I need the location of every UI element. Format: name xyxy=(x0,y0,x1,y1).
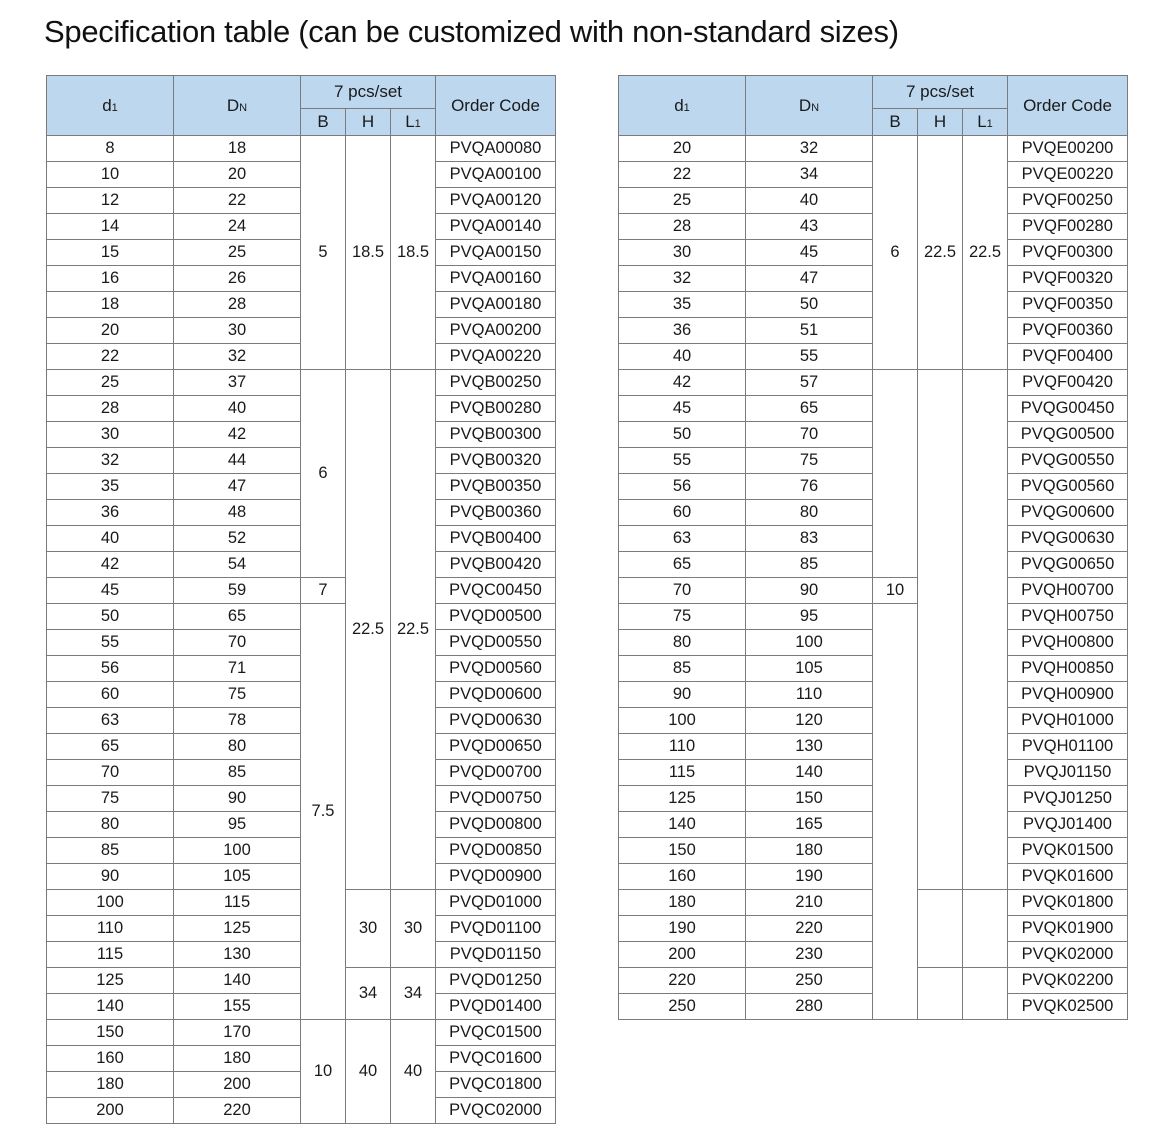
header-d1: d1 xyxy=(619,76,746,136)
cell-d1: 63 xyxy=(47,708,174,734)
cell-d1: 180 xyxy=(619,890,746,916)
cell-l1: 18.5 xyxy=(391,136,436,370)
cell-dn: 220 xyxy=(174,1098,301,1124)
cell-d1: 75 xyxy=(619,604,746,630)
cell-dn: 250 xyxy=(746,968,873,994)
cell-l1 xyxy=(963,968,1008,1020)
cell-order-code: PVQG00500 xyxy=(1008,422,1128,448)
cell-h xyxy=(918,968,963,1020)
header-b: B xyxy=(301,109,346,136)
cell-order-code: PVQA00200 xyxy=(436,318,556,344)
cell-dn: 45 xyxy=(746,240,873,266)
page-title: Specification table (can be customized with non-standard sizes) xyxy=(44,14,899,49)
cell-d1: 50 xyxy=(619,422,746,448)
cell-d1: 200 xyxy=(619,942,746,968)
cell-order-code: PVQB00360 xyxy=(436,500,556,526)
cell-d1: 115 xyxy=(619,760,746,786)
cell-order-code: PVQD00750 xyxy=(436,786,556,812)
cell-dn: 110 xyxy=(746,682,873,708)
cell-dn: 75 xyxy=(174,682,301,708)
cell-dn: 78 xyxy=(174,708,301,734)
cell-order-code: PVQD01150 xyxy=(436,942,556,968)
cell-dn: 57 xyxy=(746,370,873,396)
cell-d1: 160 xyxy=(619,864,746,890)
cell-dn: 59 xyxy=(174,578,301,604)
cell-order-code: PVQC01500 xyxy=(436,1020,556,1046)
cell-order-code: PVQK01500 xyxy=(1008,838,1128,864)
cell-dn: 80 xyxy=(746,500,873,526)
cell-d1: 90 xyxy=(47,864,174,890)
cell-b xyxy=(873,604,918,1020)
cell-d1: 125 xyxy=(47,968,174,994)
cell-d1: 55 xyxy=(47,630,174,656)
cell-h xyxy=(918,890,963,968)
cell-d1: 56 xyxy=(619,474,746,500)
header-l1: L1 xyxy=(391,109,436,136)
cell-dn: 90 xyxy=(746,578,873,604)
table-row xyxy=(47,136,556,162)
cell-order-code: PVQD00650 xyxy=(436,734,556,760)
cell-d1: 115 xyxy=(47,942,174,968)
cell-dn: 70 xyxy=(174,630,301,656)
cell-order-code: PVQG00560 xyxy=(1008,474,1128,500)
cell-dn: 85 xyxy=(746,552,873,578)
table-row xyxy=(619,370,1128,396)
cell-order-code: PVQD00600 xyxy=(436,682,556,708)
cell-order-code: PVQD01400 xyxy=(436,994,556,1020)
cell-order-code: PVQK02500 xyxy=(1008,994,1128,1020)
cell-order-code: PVQC02000 xyxy=(436,1098,556,1124)
cell-dn: 180 xyxy=(174,1046,301,1072)
cell-d1: 140 xyxy=(619,812,746,838)
cell-d1: 36 xyxy=(47,500,174,526)
cell-dn: 24 xyxy=(174,214,301,240)
cell-dn: 210 xyxy=(746,890,873,916)
cell-d1: 80 xyxy=(47,812,174,838)
cell-order-code: PVQB00320 xyxy=(436,448,556,474)
cell-order-code: PVQA00180 xyxy=(436,292,556,318)
cell-order-code: PVQE00220 xyxy=(1008,162,1128,188)
cell-d1: 42 xyxy=(619,370,746,396)
cell-d1: 40 xyxy=(47,526,174,552)
cell-d1: 63 xyxy=(619,526,746,552)
spec-table-left xyxy=(46,75,556,1124)
cell-d1: 12 xyxy=(47,188,174,214)
cell-d1: 22 xyxy=(47,344,174,370)
header-h: H xyxy=(346,109,391,136)
cell-d1: 70 xyxy=(47,760,174,786)
cell-d1: 190 xyxy=(619,916,746,942)
cell-d1: 110 xyxy=(47,916,174,942)
cell-d1: 100 xyxy=(619,708,746,734)
cell-d1: 220 xyxy=(619,968,746,994)
cell-d1: 56 xyxy=(47,656,174,682)
cell-dn: 180 xyxy=(746,838,873,864)
cell-dn: 34 xyxy=(746,162,873,188)
cell-d1: 18 xyxy=(47,292,174,318)
cell-order-code: PVQD00630 xyxy=(436,708,556,734)
cell-d1: 20 xyxy=(619,136,746,162)
cell-order-code: PVQD00500 xyxy=(436,604,556,630)
cell-order-code: PVQD00800 xyxy=(436,812,556,838)
cell-order-code: PVQB00250 xyxy=(436,370,556,396)
cell-d1: 65 xyxy=(47,734,174,760)
cell-order-code: PVQC01600 xyxy=(436,1046,556,1072)
cell-d1: 100 xyxy=(47,890,174,916)
cell-d1: 25 xyxy=(619,188,746,214)
cell-d1: 28 xyxy=(619,214,746,240)
cell-dn: 55 xyxy=(746,344,873,370)
cell-order-code: PVQJ01150 xyxy=(1008,760,1128,786)
cell-dn: 105 xyxy=(746,656,873,682)
cell-order-code: PVQA00220 xyxy=(436,344,556,370)
cell-d1: 8 xyxy=(47,136,174,162)
cell-dn: 52 xyxy=(174,526,301,552)
cell-order-code: PVQJ01400 xyxy=(1008,812,1128,838)
cell-dn: 65 xyxy=(174,604,301,630)
cell-dn: 75 xyxy=(746,448,873,474)
table-row xyxy=(619,136,1128,162)
header-group: 7 pcs/set xyxy=(301,76,436,109)
cell-order-code: PVQK01800 xyxy=(1008,890,1128,916)
cell-dn: 30 xyxy=(174,318,301,344)
cell-order-code: PVQF00350 xyxy=(1008,292,1128,318)
cell-order-code: PVQG00450 xyxy=(1008,396,1128,422)
cell-dn: 230 xyxy=(746,942,873,968)
cell-dn: 47 xyxy=(174,474,301,500)
cell-order-code: PVQA00120 xyxy=(436,188,556,214)
cell-dn: 40 xyxy=(746,188,873,214)
cell-order-code: PVQD01100 xyxy=(436,916,556,942)
cell-d1: 90 xyxy=(619,682,746,708)
cell-order-code: PVQF00420 xyxy=(1008,370,1128,396)
cell-d1: 36 xyxy=(619,318,746,344)
cell-order-code: PVQD00550 xyxy=(436,630,556,656)
cell-d1: 250 xyxy=(619,994,746,1020)
cell-dn: 150 xyxy=(746,786,873,812)
cell-d1: 75 xyxy=(47,786,174,812)
cell-h: 30 xyxy=(346,890,391,968)
cell-dn: 32 xyxy=(746,136,873,162)
cell-order-code: PVQG00630 xyxy=(1008,526,1128,552)
cell-l1: 22.5 xyxy=(391,370,436,890)
cell-order-code: PVQF00320 xyxy=(1008,266,1128,292)
cell-dn: 50 xyxy=(746,292,873,318)
cell-order-code: PVQJ01250 xyxy=(1008,786,1128,812)
cell-order-code: PVQH00700 xyxy=(1008,578,1128,604)
cell-dn: 83 xyxy=(746,526,873,552)
cell-dn: 76 xyxy=(746,474,873,500)
cell-dn: 90 xyxy=(174,786,301,812)
cell-d1: 110 xyxy=(619,734,746,760)
cell-d1: 14 xyxy=(47,214,174,240)
cell-dn: 140 xyxy=(746,760,873,786)
cell-dn: 43 xyxy=(746,214,873,240)
cell-order-code: PVQE00200 xyxy=(1008,136,1128,162)
cell-b xyxy=(873,370,918,578)
cell-order-code: PVQD00700 xyxy=(436,760,556,786)
cell-order-code: PVQG00550 xyxy=(1008,448,1128,474)
cell-order-code: PVQD00560 xyxy=(436,656,556,682)
cell-dn: 85 xyxy=(174,760,301,786)
cell-d1: 32 xyxy=(47,448,174,474)
cell-order-code: PVQF00360 xyxy=(1008,318,1128,344)
cell-order-code: PVQB00280 xyxy=(436,396,556,422)
cell-d1: 16 xyxy=(47,266,174,292)
cell-order-code: PVQG00650 xyxy=(1008,552,1128,578)
cell-d1: 40 xyxy=(619,344,746,370)
cell-d1: 150 xyxy=(619,838,746,864)
cell-d1: 15 xyxy=(47,240,174,266)
cell-order-code: PVQF00300 xyxy=(1008,240,1128,266)
cell-dn: 22 xyxy=(174,188,301,214)
cell-d1: 180 xyxy=(47,1072,174,1098)
cell-d1: 80 xyxy=(619,630,746,656)
cell-dn: 155 xyxy=(174,994,301,1020)
cell-d1: 35 xyxy=(619,292,746,318)
cell-d1: 22 xyxy=(619,162,746,188)
cell-order-code: PVQA00150 xyxy=(436,240,556,266)
cell-l1: 34 xyxy=(391,968,436,1020)
cell-d1: 50 xyxy=(47,604,174,630)
cell-d1: 140 xyxy=(47,994,174,1020)
cell-d1: 20 xyxy=(47,318,174,344)
cell-d1: 150 xyxy=(47,1020,174,1046)
cell-dn: 20 xyxy=(174,162,301,188)
cell-d1: 45 xyxy=(619,396,746,422)
cell-dn: 125 xyxy=(174,916,301,942)
cell-order-code: PVQB00400 xyxy=(436,526,556,552)
cell-l1 xyxy=(963,890,1008,968)
cell-dn: 105 xyxy=(174,864,301,890)
header-group: 7 pcs/set xyxy=(873,76,1008,109)
cell-d1: 28 xyxy=(47,396,174,422)
cell-dn: 80 xyxy=(174,734,301,760)
cell-order-code: PVQF00400 xyxy=(1008,344,1128,370)
cell-order-code: PVQB00350 xyxy=(436,474,556,500)
cell-d1: 60 xyxy=(619,500,746,526)
cell-b: 7 xyxy=(301,578,346,604)
cell-dn: 170 xyxy=(174,1020,301,1046)
cell-order-code: PVQK01600 xyxy=(1008,864,1128,890)
cell-dn: 65 xyxy=(746,396,873,422)
cell-dn: 140 xyxy=(174,968,301,994)
cell-dn: 44 xyxy=(174,448,301,474)
cell-dn: 95 xyxy=(174,812,301,838)
cell-d1: 200 xyxy=(47,1098,174,1124)
cell-order-code: PVQK02000 xyxy=(1008,942,1128,968)
table-row xyxy=(619,578,1128,604)
cell-dn: 71 xyxy=(174,656,301,682)
cell-d1: 35 xyxy=(47,474,174,500)
cell-dn: 32 xyxy=(174,344,301,370)
cell-dn: 70 xyxy=(746,422,873,448)
cell-l1: 40 xyxy=(391,1020,436,1124)
cell-order-code: PVQB00300 xyxy=(436,422,556,448)
header-dn: DN xyxy=(746,76,873,136)
cell-d1: 70 xyxy=(619,578,746,604)
cell-d1: 60 xyxy=(47,682,174,708)
cell-dn: 165 xyxy=(746,812,873,838)
cell-h: 18.5 xyxy=(346,136,391,370)
cell-dn: 115 xyxy=(174,890,301,916)
table-row xyxy=(47,370,556,396)
cell-h: 40 xyxy=(346,1020,391,1124)
header-l1: L1 xyxy=(963,109,1008,136)
cell-dn: 95 xyxy=(746,604,873,630)
cell-order-code: PVQA00100 xyxy=(436,162,556,188)
cell-dn: 18 xyxy=(174,136,301,162)
cell-b: 10 xyxy=(873,578,918,604)
cell-d1: 25 xyxy=(47,370,174,396)
cell-order-code: PVQD00850 xyxy=(436,838,556,864)
cell-order-code: PVQB00420 xyxy=(436,552,556,578)
cell-dn: 28 xyxy=(174,292,301,318)
cell-d1: 85 xyxy=(47,838,174,864)
cell-h xyxy=(918,370,963,890)
cell-order-code: PVQH00850 xyxy=(1008,656,1128,682)
cell-order-code: PVQA00140 xyxy=(436,214,556,240)
cell-order-code: PVQD01000 xyxy=(436,890,556,916)
cell-dn: 48 xyxy=(174,500,301,526)
cell-dn: 51 xyxy=(746,318,873,344)
cell-order-code: PVQA00160 xyxy=(436,266,556,292)
cell-l1: 22.5 xyxy=(963,136,1008,370)
cell-dn: 26 xyxy=(174,266,301,292)
cell-order-code: PVQH00900 xyxy=(1008,682,1128,708)
cell-dn: 42 xyxy=(174,422,301,448)
cell-b: 6 xyxy=(301,370,346,578)
cell-d1: 160 xyxy=(47,1046,174,1072)
cell-order-code: PVQF00250 xyxy=(1008,188,1128,214)
cell-d1: 30 xyxy=(47,422,174,448)
cell-dn: 120 xyxy=(746,708,873,734)
cell-h: 34 xyxy=(346,968,391,1020)
table-row xyxy=(47,604,556,630)
cell-dn: 54 xyxy=(174,552,301,578)
cell-dn: 37 xyxy=(174,370,301,396)
cell-d1: 125 xyxy=(619,786,746,812)
cell-h: 22.5 xyxy=(918,136,963,370)
table-row xyxy=(619,604,1128,630)
cell-dn: 190 xyxy=(746,864,873,890)
cell-d1: 32 xyxy=(619,266,746,292)
cell-order-code: PVQD00900 xyxy=(436,864,556,890)
cell-dn: 200 xyxy=(174,1072,301,1098)
cell-dn: 280 xyxy=(746,994,873,1020)
cell-dn: 40 xyxy=(174,396,301,422)
spec-table-right xyxy=(618,75,1128,1020)
header-order-code: Order Code xyxy=(436,76,556,136)
cell-h: 22.5 xyxy=(346,370,391,890)
header-d1: d1 xyxy=(47,76,174,136)
cell-dn: 220 xyxy=(746,916,873,942)
header-order-code: Order Code xyxy=(1008,76,1128,136)
cell-dn: 47 xyxy=(746,266,873,292)
cell-b: 7.5 xyxy=(301,604,346,1020)
cell-d1: 65 xyxy=(619,552,746,578)
cell-dn: 25 xyxy=(174,240,301,266)
cell-b: 6 xyxy=(873,136,918,370)
cell-order-code: PVQH01100 xyxy=(1008,734,1128,760)
cell-order-code: PVQC01800 xyxy=(436,1072,556,1098)
cell-d1: 30 xyxy=(619,240,746,266)
cell-d1: 55 xyxy=(619,448,746,474)
cell-order-code: PVQH00750 xyxy=(1008,604,1128,630)
cell-order-code: PVQD01250 xyxy=(436,968,556,994)
cell-b: 5 xyxy=(301,136,346,370)
cell-order-code: PVQF00280 xyxy=(1008,214,1128,240)
table-row xyxy=(47,578,556,604)
cell-order-code: PVQK01900 xyxy=(1008,916,1128,942)
cell-d1: 85 xyxy=(619,656,746,682)
cell-l1: 30 xyxy=(391,890,436,968)
cell-order-code: PVQH01000 xyxy=(1008,708,1128,734)
cell-d1: 45 xyxy=(47,578,174,604)
cell-dn: 130 xyxy=(174,942,301,968)
cell-b: 10 xyxy=(301,1020,346,1124)
header-b: B xyxy=(873,109,918,136)
cell-dn: 100 xyxy=(174,838,301,864)
cell-d1: 10 xyxy=(47,162,174,188)
header-dn: DN xyxy=(174,76,301,136)
cell-order-code: PVQG00600 xyxy=(1008,500,1128,526)
cell-order-code: PVQH00800 xyxy=(1008,630,1128,656)
cell-d1: 42 xyxy=(47,552,174,578)
cell-order-code: PVQK02200 xyxy=(1008,968,1128,994)
cell-order-code: PVQC00450 xyxy=(436,578,556,604)
cell-dn: 100 xyxy=(746,630,873,656)
header-h: H xyxy=(918,109,963,136)
cell-dn: 130 xyxy=(746,734,873,760)
cell-order-code: PVQA00080 xyxy=(436,136,556,162)
cell-l1 xyxy=(963,370,1008,890)
table-row xyxy=(47,1020,556,1046)
